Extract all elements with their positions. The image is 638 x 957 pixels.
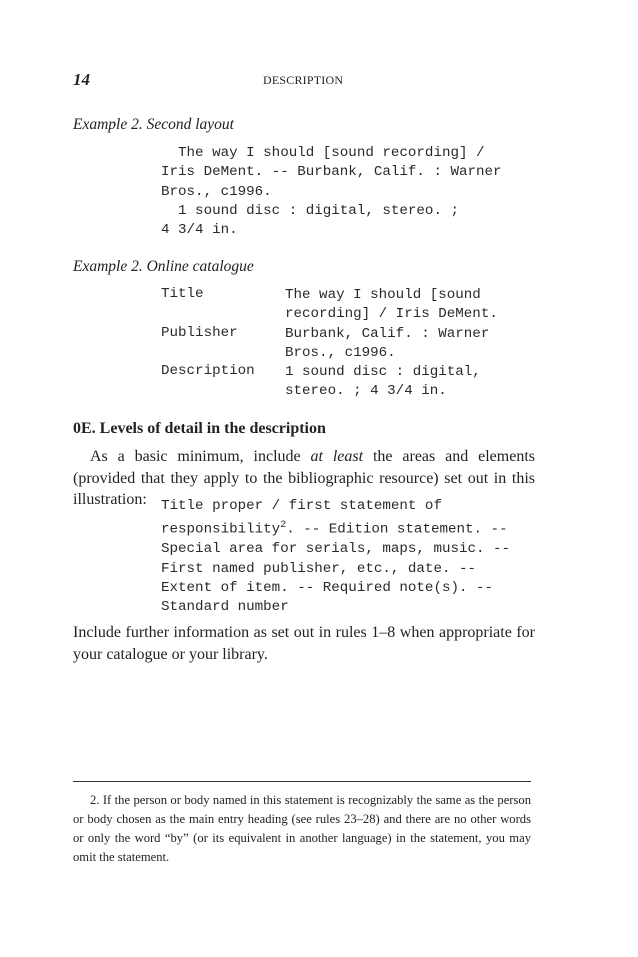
code-line: Title proper / first statement of — [161, 498, 442, 514]
code-line — [161, 516, 510, 540]
code-text: responsibility — [161, 522, 281, 539]
body-paragraph-further: Include further information as set out in rules 1–8 when appropriate for your catalogue or your library. — [73, 624, 535, 663]
catalogue-value-line: stereo. ; 4 3/4 in. — [285, 383, 447, 400]
code-line: Extent of item. -- Required note(s). -- — [161, 579, 494, 596]
page-number: 14 — [73, 70, 90, 89]
code-line: 1 sound disc : digital, stereo. ; — [161, 202, 459, 219]
code-line: Standard number — [161, 599, 289, 616]
illustration-block — [161, 497, 510, 618]
footnote-marker: 2 — [280, 520, 287, 532]
catalogue-value-title — [285, 286, 498, 325]
code-line: The way I should [sound recording] / — [161, 145, 485, 161]
catalogue-value-line: Burbank, Calif. : Warner — [285, 326, 490, 342]
paragraph-text: As a basic minimum, include — [90, 448, 311, 465]
catalogue-label-description: Description — [161, 363, 255, 379]
paragraph-text: the areas and elements (provided that they apply to the bibliographic resource) set out in this illustration: — [73, 448, 536, 508]
catalogue-value-line: The way I should [sound — [285, 287, 481, 303]
code-line: First named publisher, etc., date. -- — [161, 560, 477, 577]
catalogue-value-description — [285, 363, 481, 402]
catalogue-value-line: recording] / Iris DeMent. — [285, 306, 498, 323]
example-online-catalogue-title: Example 2. Online catalogue — [73, 258, 254, 275]
running-head: DESCRIPTION — [263, 73, 344, 87]
example-second-layout-block — [161, 144, 502, 240]
code-line: Bros., c1996. — [161, 183, 272, 200]
footnote: 2. If the person or body named in this statement is recognizably the same as the person or body chosen as the main entry heading (see rules 23–28) and there are no other words or only the word “by” (or its equivalent in another language) in the statement, you may omit the statement. — [73, 793, 531, 864]
footnote-rule — [73, 781, 531, 782]
section-heading: 0E. Levels of detail in the description — [73, 420, 326, 437]
emphasis-text: at least — [310, 448, 364, 465]
catalogue-value-publisher — [285, 325, 489, 364]
catalogue-label-title: Title — [161, 286, 204, 302]
code-line: Iris DeMent. -- Burbank, Calif. : Warner — [161, 164, 502, 181]
code-line: 4 3/4 in. — [161, 222, 238, 239]
catalogue-label-publisher: Publisher — [161, 325, 238, 341]
catalogue-value-line: Bros., c1996. — [285, 345, 396, 362]
code-text: . -- Edition statement. -- — [286, 522, 508, 539]
example-second-layout-title: Example 2. Second layout — [73, 116, 234, 133]
code-line: Special area for serials, maps, music. -- — [161, 541, 511, 558]
catalogue-value-line: 1 sound disc : digital, — [285, 364, 481, 380]
